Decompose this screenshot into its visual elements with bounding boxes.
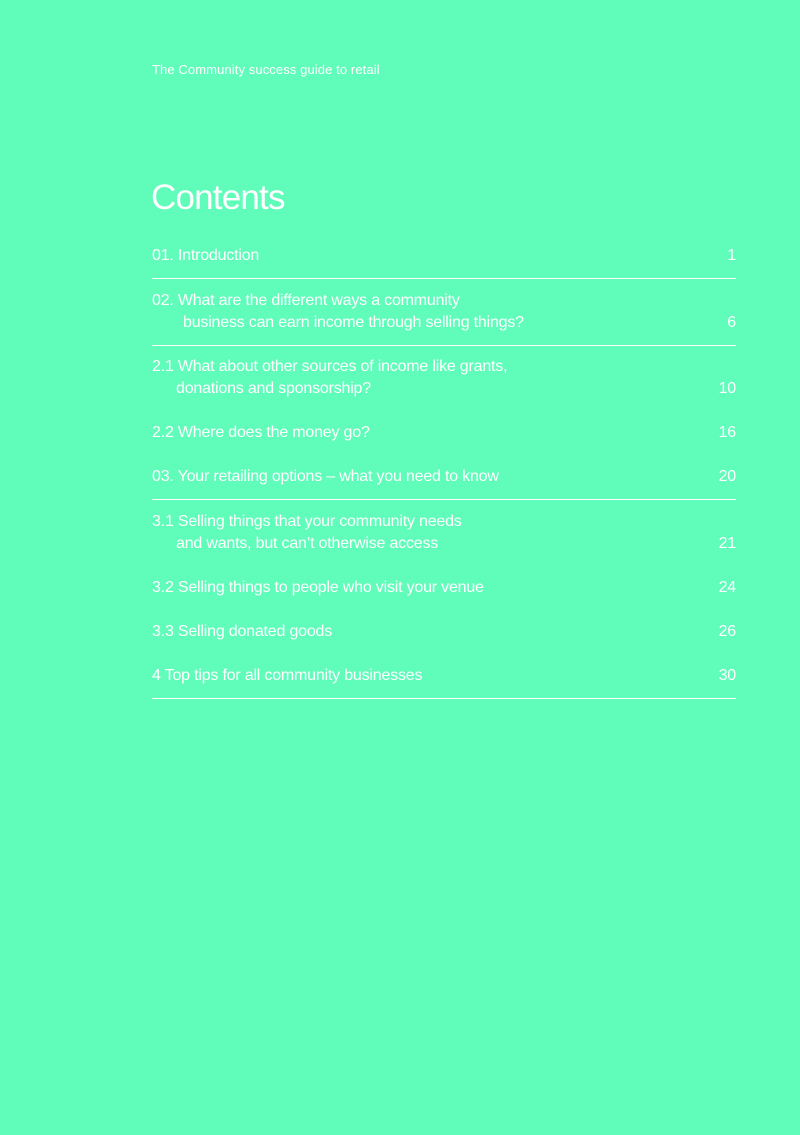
toc-entry-income-ways[interactable] — [152, 290, 736, 334]
toc-entry-title-line1: 3.3 Selling donated goods — [152, 623, 333, 640]
toc-entry-other-income[interactable] — [152, 356, 736, 400]
toc-entry-title — [152, 290, 672, 334]
toc-entry-venue-visitors[interactable] — [152, 577, 736, 599]
toc-entry-title — [152, 665, 672, 687]
toc-entry-title — [152, 577, 672, 599]
toc-entry-title — [152, 511, 672, 555]
toc-entry-page-number: 30 — [718, 667, 736, 684]
toc-entry-title-line1: 01. Introduction — [152, 247, 260, 264]
toc-entry-page-number: 1 — [727, 247, 736, 264]
toc-entry-page-number: 20 — [718, 468, 736, 485]
toc-entry-page-number: 24 — [718, 579, 736, 596]
toc-entry-title — [152, 621, 672, 643]
toc-entry-title — [152, 466, 672, 488]
toc-entry-page-number: 10 — [718, 380, 736, 397]
toc-entry-title-line1: 2.1 What about other sources of income like grants, — [152, 358, 508, 375]
toc-entry-page-number: 16 — [718, 424, 736, 441]
toc-divider — [152, 345, 736, 346]
toc-entry-title-line2: and wants, but can’t otherwise access — [176, 535, 439, 552]
toc-entry-community-needs[interactable] — [152, 511, 736, 555]
toc-entry-title — [152, 356, 672, 400]
toc-entry-title-line1: 2.2 Where does the money go? — [152, 424, 370, 441]
toc-entry-title — [152, 245, 672, 267]
toc-entry-introduction[interactable] — [152, 245, 736, 267]
toc-divider — [152, 698, 736, 699]
toc-entry-title-line1: 02. What are the different ways a community — [152, 292, 460, 309]
toc-entry-title-line1: 3.2 Selling things to people who visit your venue — [152, 579, 484, 596]
toc-entry-donated-goods[interactable] — [152, 621, 736, 643]
toc-entry-top-tips[interactable] — [152, 665, 736, 687]
toc-divider — [152, 278, 736, 279]
toc-divider — [152, 499, 736, 500]
toc-entry-title-line2: donations and sponsorship? — [176, 380, 371, 397]
toc-entry-page-number: 26 — [718, 623, 736, 640]
toc-entry-title-line1: 03. Your retailing options – what you need to know — [152, 468, 499, 485]
toc-entry-page-number: 6 — [727, 314, 736, 331]
page-title: Contents — [151, 178, 285, 217]
table-of-contents — [152, 245, 736, 699]
toc-entry-title — [152, 422, 672, 444]
toc-entry-title-line1: 4 Top tips for all community businesses — [152, 667, 423, 684]
running-header: The Community success guide to retail — [152, 62, 380, 77]
toc-entry-title-line2: business can earn income through selling things? — [183, 314, 524, 331]
toc-entry-page-number: 21 — [718, 535, 736, 552]
toc-entry-retailing-options[interactable] — [152, 466, 736, 488]
toc-entry-title-line1: 3.1 Selling things that your community needs — [152, 513, 462, 530]
toc-entry-money[interactable] — [152, 422, 736, 444]
